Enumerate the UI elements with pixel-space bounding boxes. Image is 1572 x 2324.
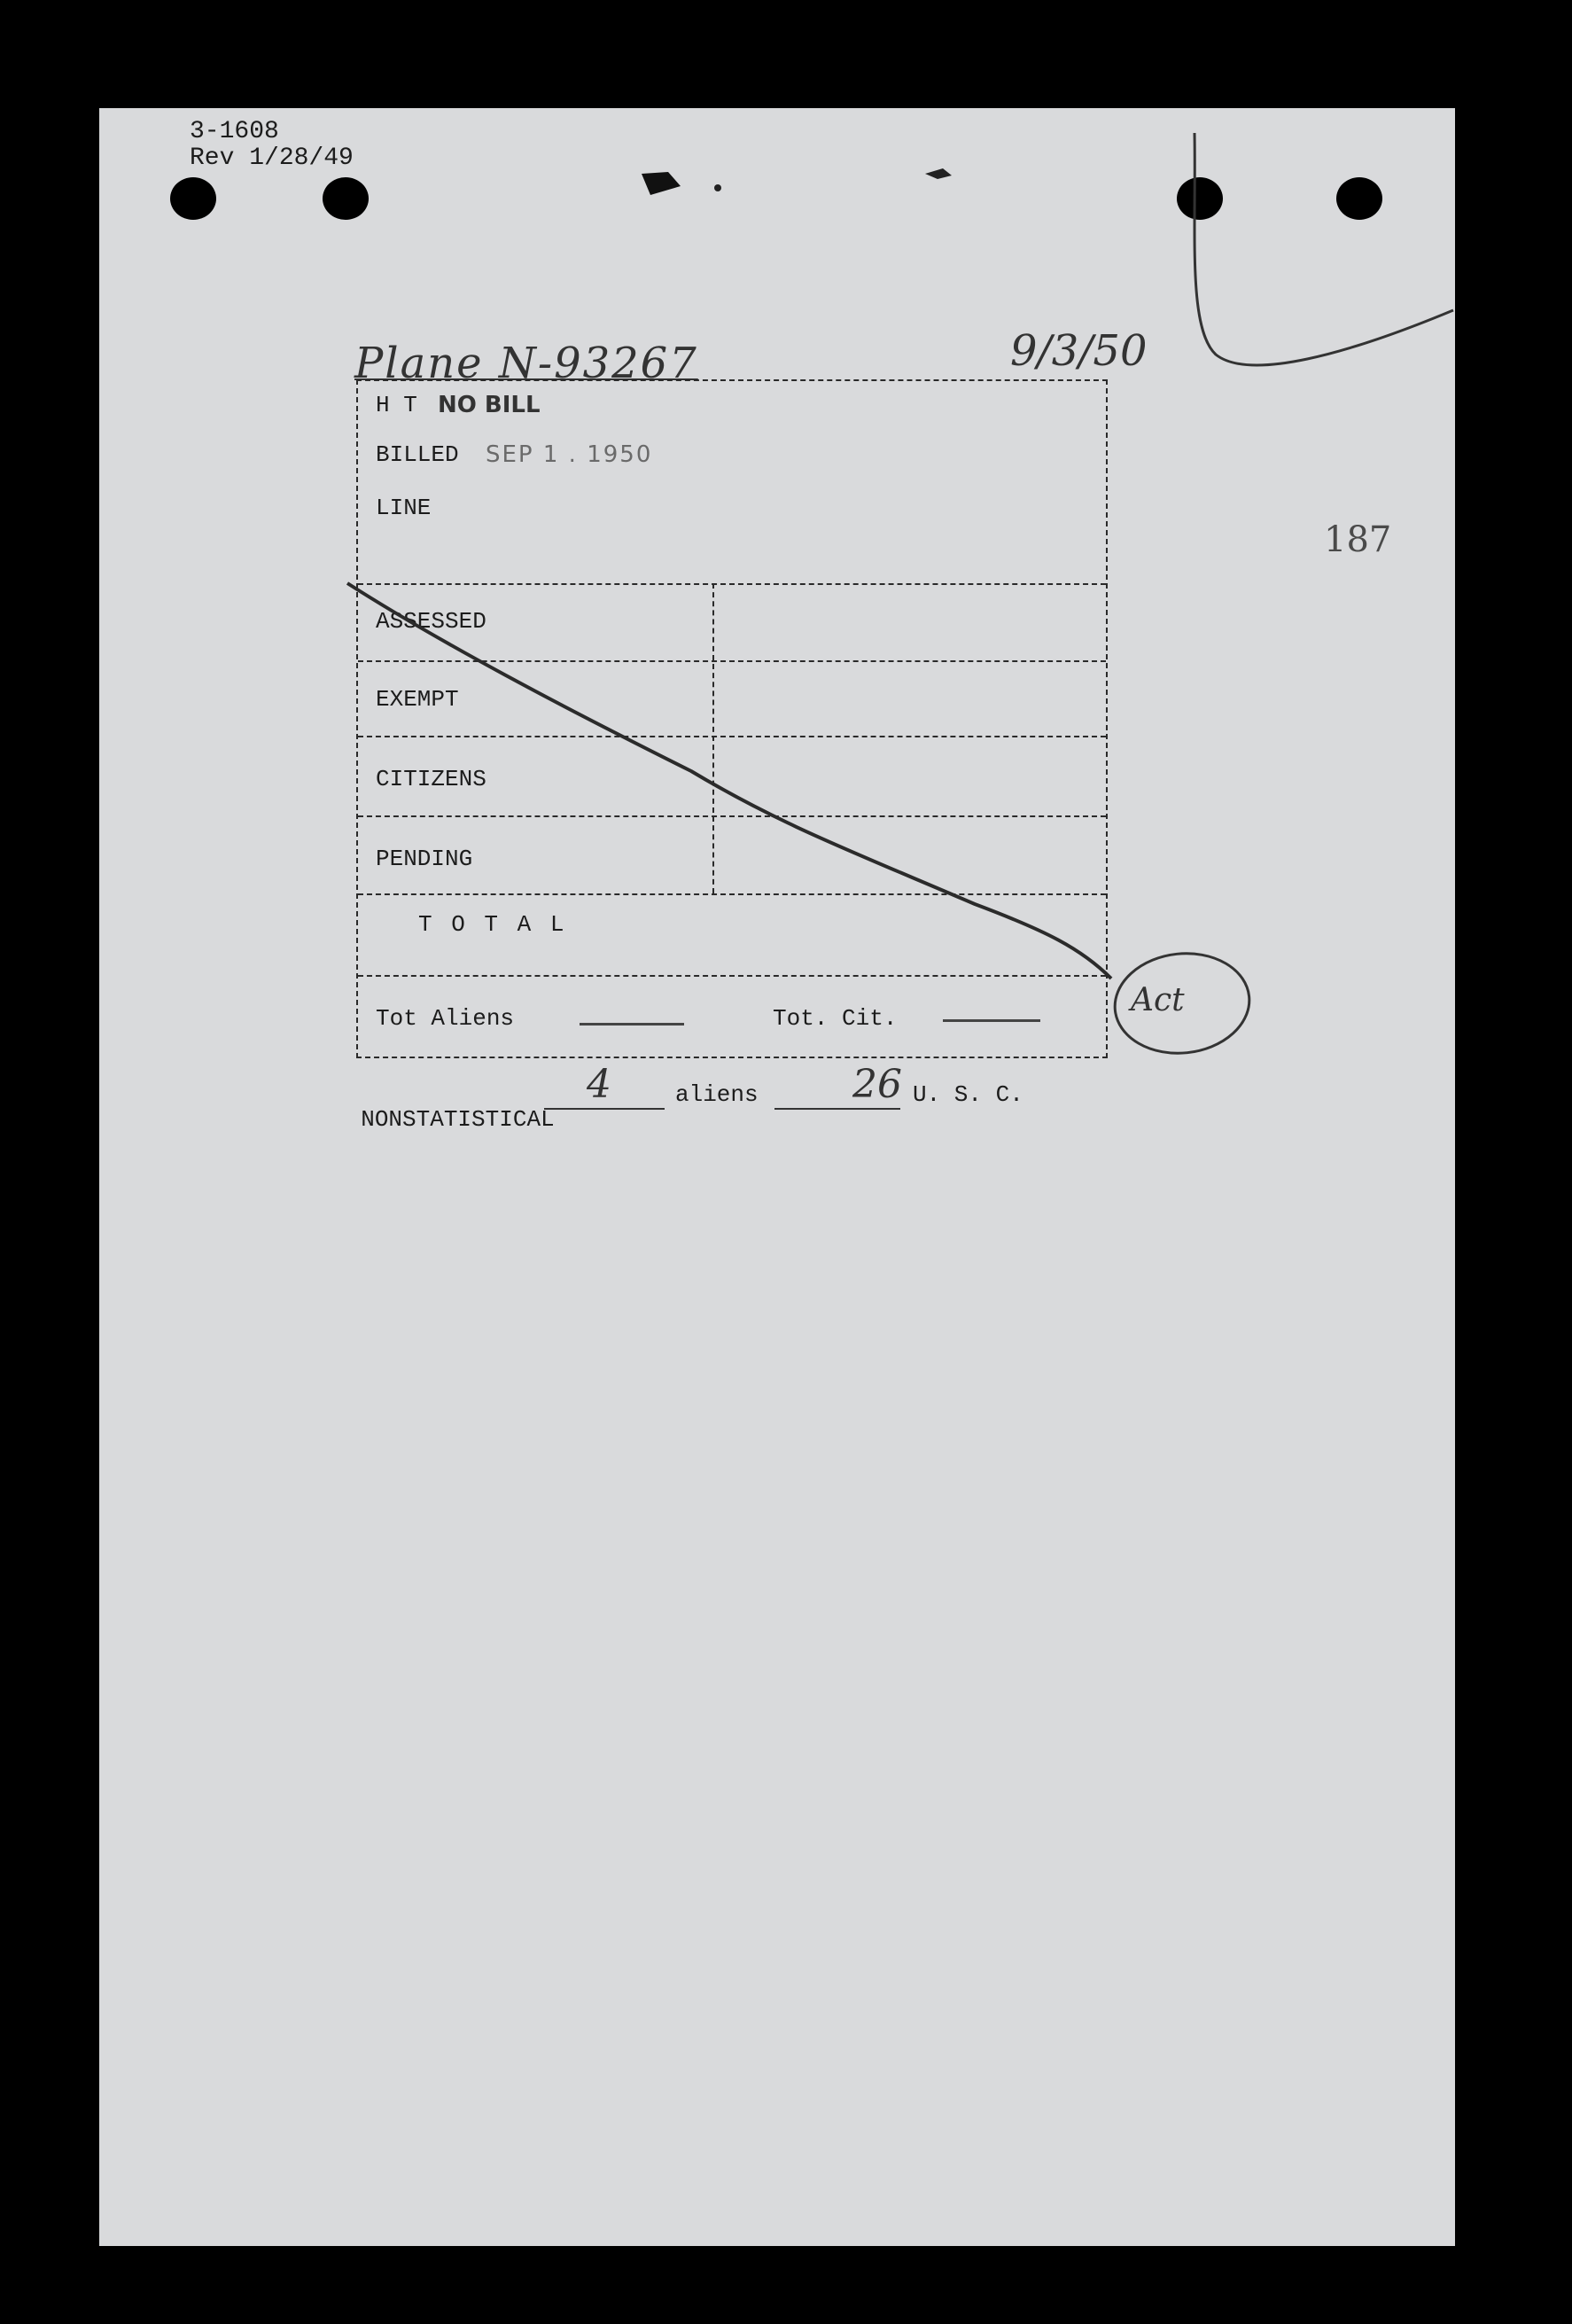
billed-label: BILLED <box>376 441 459 468</box>
form-revision: Rev 1/28/49 <box>190 144 354 172</box>
handwritten-title: Plane N-93267 <box>354 339 698 388</box>
smudge-mark <box>925 168 952 179</box>
date-stamp: SEP 1 . 1950 <box>486 441 653 468</box>
line-label: LINE <box>376 495 432 521</box>
circled-note: Act <box>1131 982 1185 1018</box>
form-code: 3-1608 <box>190 118 279 145</box>
no-bill-stamp: NO BILL <box>438 392 541 418</box>
margin-curve <box>1195 133 1453 365</box>
page-number: 187 <box>1324 519 1392 560</box>
smudge-dot <box>714 184 721 191</box>
tot-cit-label: Tot. Cit. <box>773 1005 898 1032</box>
row-label-citizens: CITIZENS <box>376 766 486 792</box>
usc-value: 26 <box>852 1062 902 1107</box>
row-label-pending: PENDING <box>376 846 473 872</box>
row-label-assessed: ASSESSED <box>376 608 486 635</box>
row-label-exempt: EXEMPT <box>376 686 459 713</box>
aliens-value: 4 <box>587 1062 611 1107</box>
total-label: T O T A L <box>418 911 567 938</box>
nonstatistical-label: NONSTATISTICAL <box>361 1106 555 1133</box>
tot-aliens-label: Tot Aliens <box>376 1005 515 1032</box>
ht-label: H T <box>376 392 417 418</box>
smudge-mark <box>642 172 681 195</box>
diagonal-strike-line <box>347 583 1111 979</box>
aliens-label: aliens <box>675 1081 759 1108</box>
handwritten-date: 9/3/50 <box>1010 326 1148 376</box>
usc-label: U. S. C. <box>913 1081 1023 1108</box>
